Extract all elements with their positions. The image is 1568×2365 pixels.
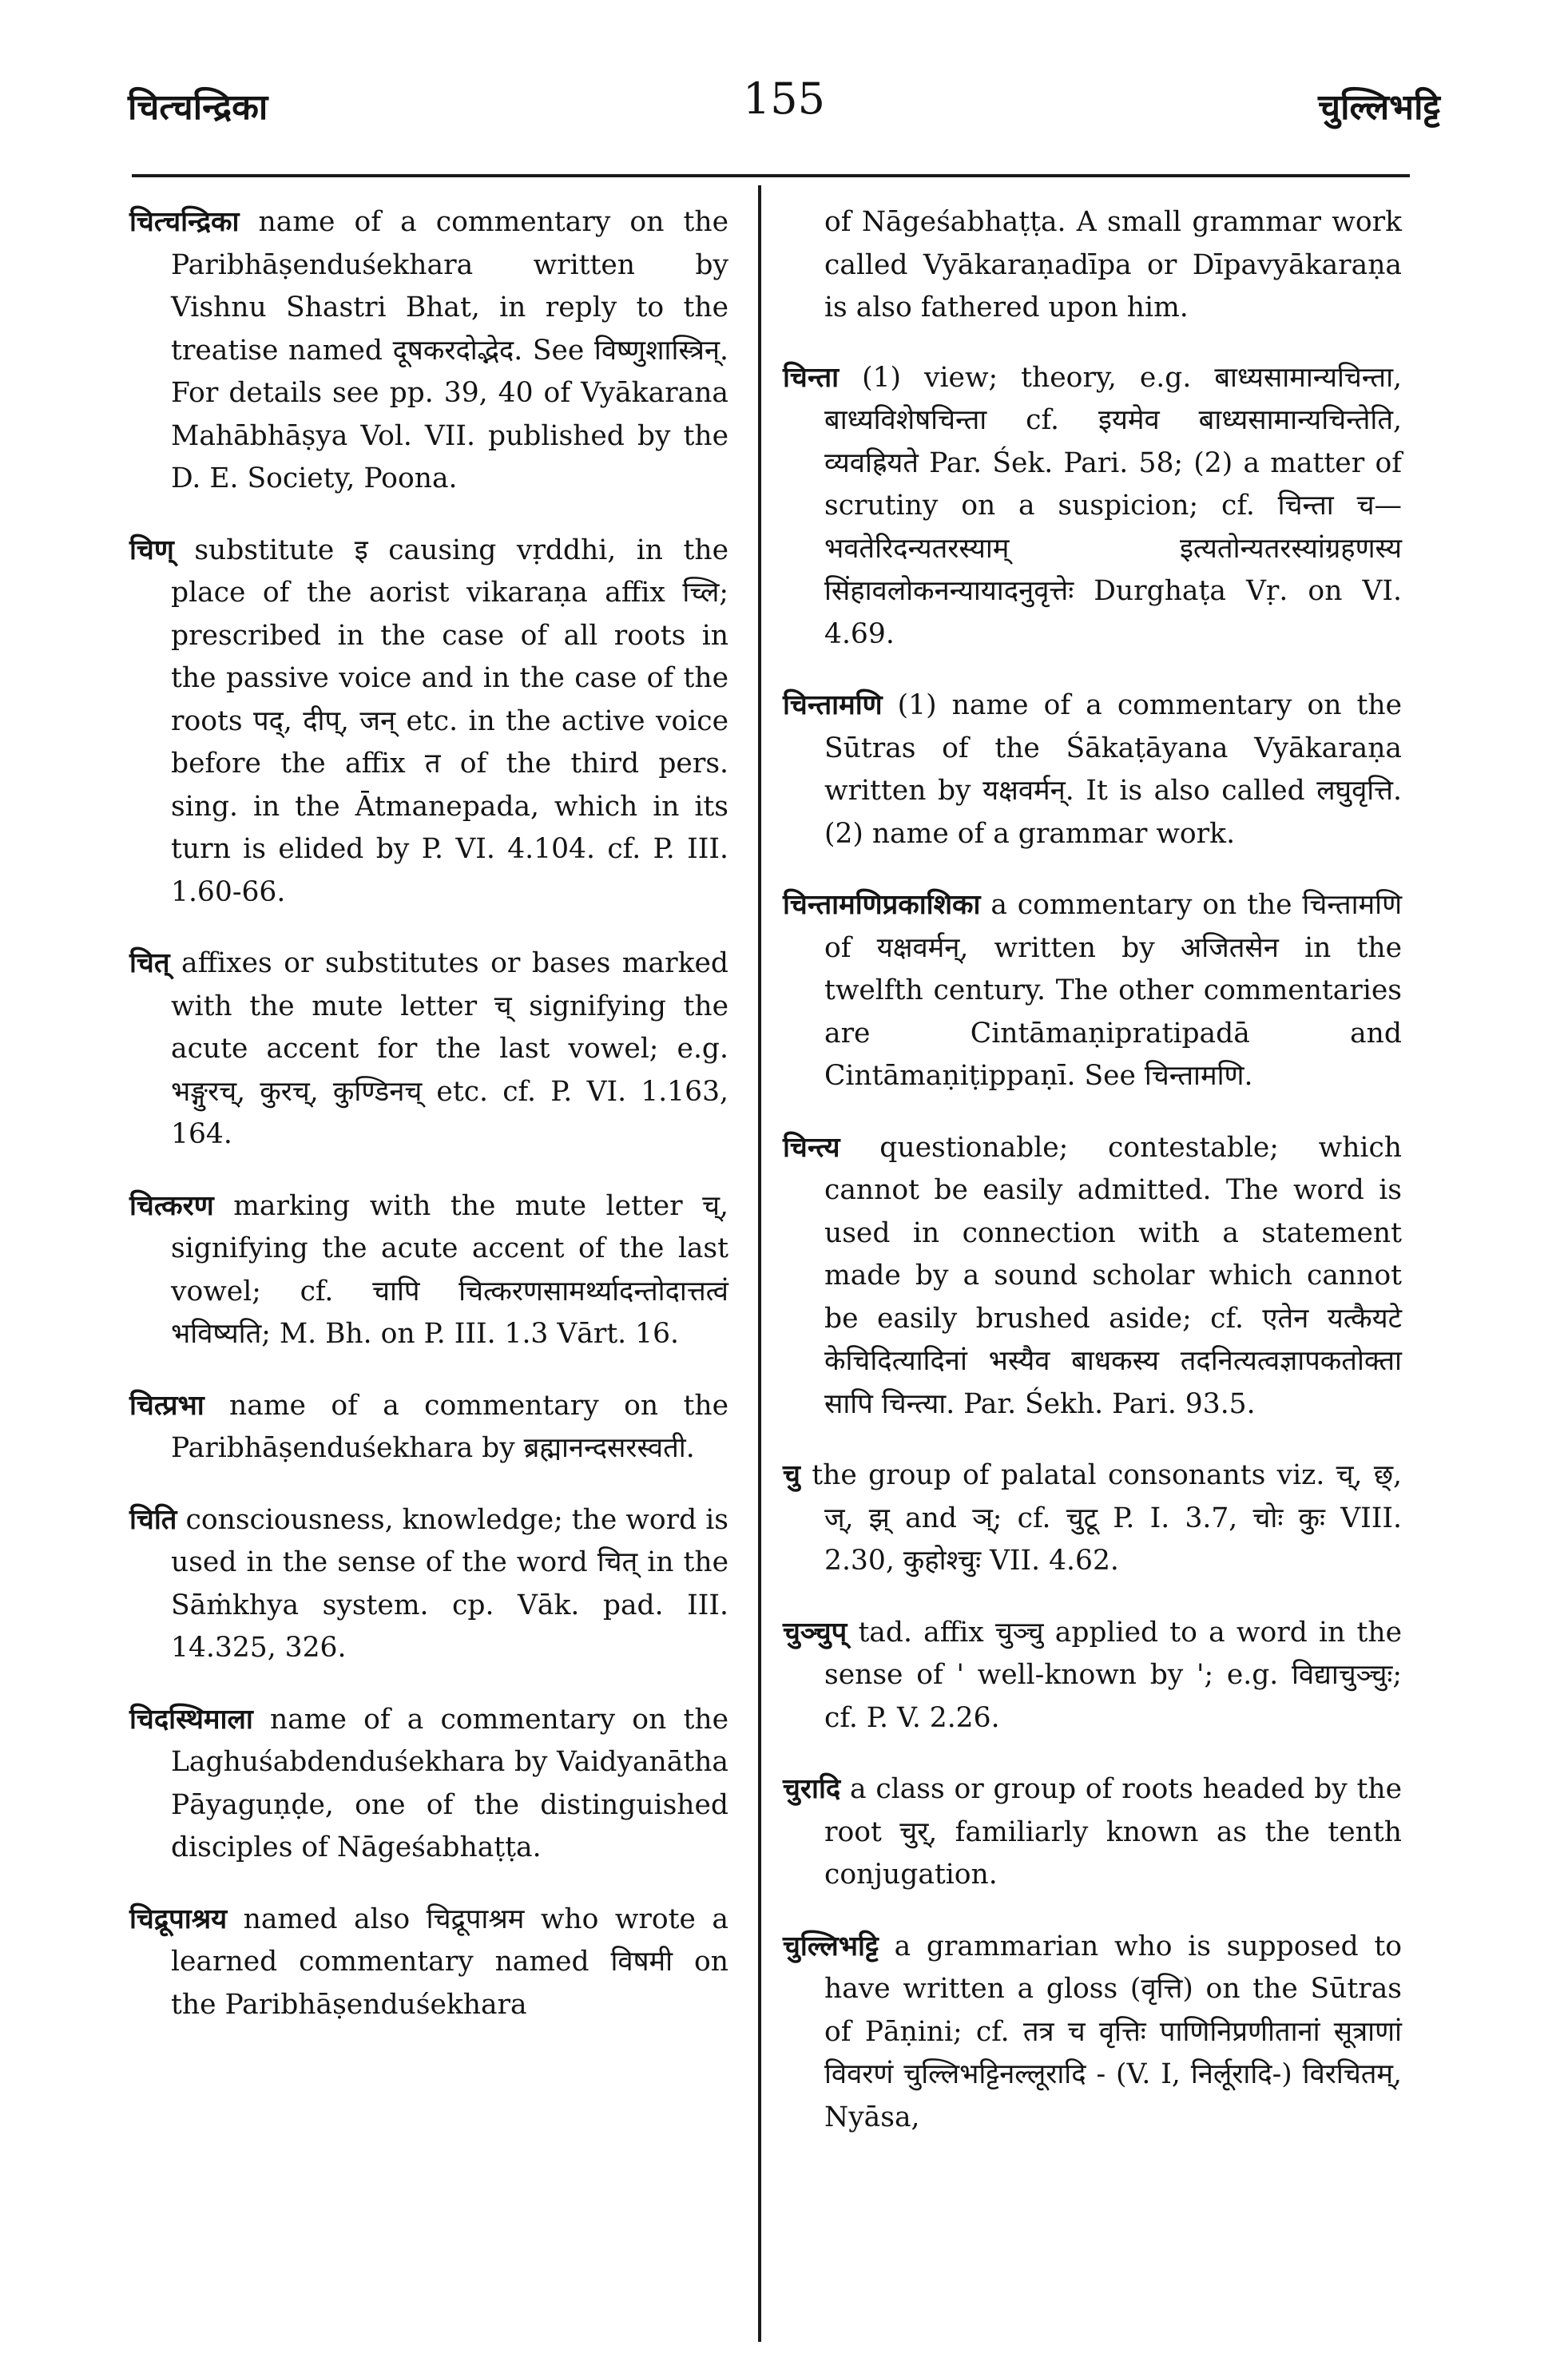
entry-headword: चिन्तामणिप्रकाशिका	[783, 889, 981, 921]
entry-text: questionable; contestable; which cannot be easily admitted. The word is used in connection with a statement made by a sound scholar which cannot be easily brushed aside; cf. एतेन यत्कैयटे केचिदित्यादिनां भस्यैव बाधकस्य तदनित्यत्वज्ञापकतोक्ता सापि चिन्त्या. Par. Śekh. Pari. 93.5.	[824, 1131, 1402, 1420]
entry-headword: चिति	[129, 1503, 177, 1536]
dictionary-entry	[783, 1127, 1402, 1427]
entry-headword: चु	[783, 1459, 800, 1491]
entry-headword: चिण्	[129, 534, 174, 566]
column-divider	[758, 185, 761, 2342]
entry-text: name of a commentary on the Paribhāṣenduśekhara written by Vishnu Shastri Bhat, in reply to the treatise named दूषकरदोद्भेद. See विष्णुशास्त्रिन्. For details see pp. 39, 40 of Vyākarana Mahābhāṣya Vol. VII. published by the D. E. Society, Poona.	[171, 206, 728, 494]
entry-continuation: of Nāgeśabhaṭṭa. A small grammar work called Vyākaraṇadīpa or Dīpavyākaraṇa is also fathered upon him.	[824, 206, 1402, 323]
page-number: 155	[742, 73, 826, 124]
entry-headword: चुल्लिभट्टि	[783, 1930, 879, 1962]
header-rule	[132, 174, 1410, 177]
entry-headword: चिद्रूपाश्रय	[129, 1903, 228, 1935]
dictionary-entry	[129, 1185, 728, 1356]
dictionary-entry	[129, 1385, 728, 1470]
entry-text: a class or group of roots headed by the root चुर्, familiarly known as the tenth conjugation.	[824, 1773, 1403, 1891]
entry-text: marking with the mute letter च्, signifying the acute accent of the last vowel; cf. चापि चित्करणसामर्थ्यादन्तोदात्तत्वं भविष्यति; M. Bh. on P. III. 1.3 Vārt. 16.	[171, 1189, 728, 1350]
entry-text: the group of palatal consonants viz. च्, छ्, ज्, झ् and ञ्; cf. चुटू P. I. 3.7, चोः कुः VIII. 2.30, कुहोश्चुः VII. 4.62.	[812, 1459, 1402, 1577]
dictionary-entry	[129, 201, 728, 501]
dictionary-entry	[783, 884, 1402, 1098]
entry-headword: चित्	[129, 947, 170, 979]
entry-text: a grammarian who is supposed to have written a gloss (वृत्ति) on the Sūtras of Pāṇini; cf. तत्र च वृत्तिः पाणिनिप्रणीतानां सूत्राणां विवरणं चुल्लिभट्टिनल्लूरादि - (V. I, निर्लूरादि-) विरचितम्, Nyāsa,	[824, 1930, 1403, 2133]
dictionary-entry	[783, 1926, 1402, 2140]
entry-headword: चित्चन्द्रिका	[129, 206, 240, 238]
entry-text: name of a commentary on the Laghuśabdenduśekhara by Vaidyanātha Pāyaguṇḍe, one of the distinguished disciples of Nāgeśabhaṭṭa.	[171, 1703, 728, 1863]
entry-text: substitute इ causing vṛddhi, in the place of the aorist vikaraṇa affix च्लि; prescribed in the case of all roots in the passive voice and in the case of the roots पद्, दीप्, जन् etc. in the active voice before the affix त of the third pers. sing. in the Ātmanepada, which in its turn is elided by P. VI. 4.104. cf. P. III. 1.60-66.	[171, 534, 729, 908]
dictionary-entry	[783, 685, 1402, 855]
entry-headword: चिन्त्य	[783, 1131, 840, 1164]
entry-text: name of a commentary on the Paribhāṣenduśekhara by ब्रह्मानन्दसरस्वती.	[171, 1389, 728, 1464]
dictionary-entry	[129, 1699, 728, 1870]
dictionary-entry	[129, 942, 728, 1157]
entry-headword: चित्प्रभा	[129, 1389, 204, 1422]
entry-text: named also चिद्रूपाश्रम who wrote a learned commentary named विषमी on the Paribhāṣenduśekhara	[171, 1903, 728, 2021]
entry-text: tad. affix चुञ्चु applied to a word in the sense of ' well-known by '; e.g. विद्याचुञ्चुः; cf. P. V. 2.26.	[824, 1616, 1402, 1734]
entry-text: affixes or substitutes or bases marked with the mute letter च् signifying the acute accent for the last vowel; e.g. भङ्गुरच्, कुरच्, कुण्डिनच् etc. cf. P. VI. 1.163, 164.	[171, 947, 728, 1150]
entry-headword: चिन्ता	[783, 361, 840, 394]
entry-headword: चुञ्चुप्	[783, 1616, 848, 1649]
entry-text: a commentary on the चिन्तामणि of यक्षवर्मन्, written by अजितसेन in the twelfth century. The other commentaries are Cintāmaṇipratipadā and Cintāmaṇiṭippaṇī. See चिन्तामणि.	[824, 889, 1403, 1092]
left-column	[129, 201, 728, 2055]
entry-text: (1) view; theory, e.g. बाध्यसामान्यचिन्ता, बाध्यविशेषचिन्ता cf. इयमेव बाध्यसामान्यचिन्तेति, व्यवह्रियते Par. Śek. Pari. 58; (2) a matter of scrutiny on a suspicion; cf. चिन्ता च—भवतेरिदन्यतरस्याम् इत्यतोन्यतरस्यांग्रहणस्य सिंहावलोकनन्यायादनुवृत्तेः Durghaṭa Vṛ. on VI. 4.69.	[824, 361, 1402, 650]
header-right-guide-word: चुल्लिभट्टि	[1318, 87, 1440, 128]
dictionary-entry	[783, 1454, 1402, 1583]
dictionary-entry	[129, 530, 728, 915]
entry-headword: चित्करण	[129, 1189, 214, 1222]
dictionary-entry	[783, 1612, 1402, 1740]
entry-text: (1) name of a commentary on the Sūtras of the Śākaṭāyana Vyākaraṇa written by यक्षवर्मन्. It is also called लघुवृत्ति. (2) name of a grammar work.	[824, 689, 1403, 850]
entry-headword: चुरादि	[783, 1773, 841, 1805]
entry-text: consciousness, knowledge; the word is used in the sense of the word चित् in the Sāṁkhya system. cp. Vāk. pad. III. 14.325, 326.	[171, 1503, 729, 1664]
right-column	[783, 201, 1402, 2168]
header-left-guide-word: चित्चन्द्रिका	[128, 87, 268, 128]
page-header	[128, 73, 1440, 137]
dictionary-entry	[129, 1499, 728, 1670]
entry-headword: चिदस्थिमाला	[129, 1703, 253, 1736]
dictionary-entry	[129, 1899, 728, 2027]
dictionary-entry	[783, 357, 1402, 657]
entry-headword: चिन्तामणि	[783, 689, 883, 721]
dictionary-entry	[783, 1768, 1402, 1897]
